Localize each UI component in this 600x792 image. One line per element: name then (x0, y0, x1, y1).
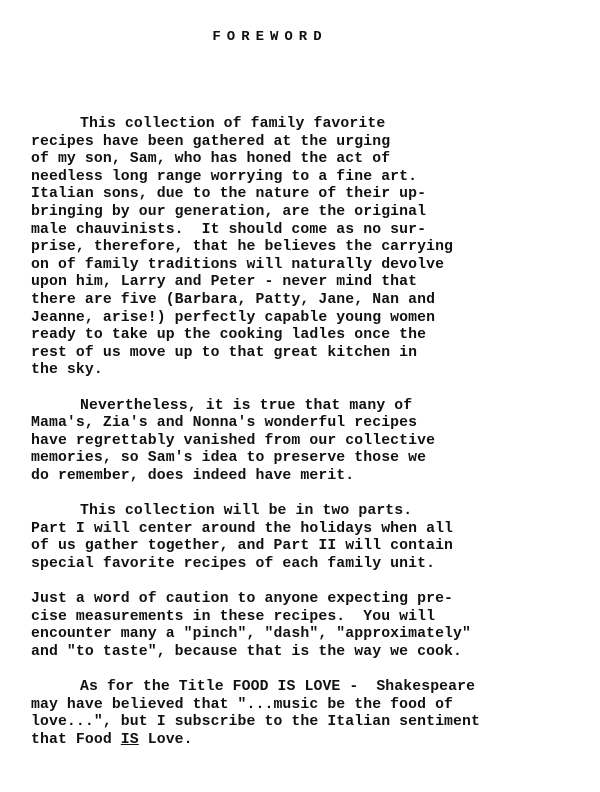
paragraph-2 (31, 398, 591, 486)
paragraph-4 (31, 591, 591, 661)
text-line: and "to taste", because that is the way we cook. (31, 643, 463, 660)
text-line: encounter many a "pinch", "dash", "approximately" (31, 626, 471, 643)
text-line: bringing by our generation, are the original (31, 203, 427, 220)
text-line: special favorite recipes of each family unit. (31, 555, 436, 572)
text-line: rest of us move up to that great kitchen in (31, 344, 418, 361)
foreword-body (31, 116, 591, 767)
text-line: prise, therefore, that he believes the carrying (31, 239, 454, 256)
text-line: As for the Title FOOD IS LOVE - Shakespeare (80, 679, 476, 695)
text-line: Jeanne, arise!) perfectly capable young women (31, 309, 436, 326)
text-line: Italian sons, due to the nature of their up- (31, 186, 427, 203)
text-line: there are five (Barbara, Patty, Jane, Nan and (31, 291, 436, 308)
text-line: Nevertheless, it is true that many of (80, 397, 413, 414)
text-line: needless long range worrying to a fine art. (31, 168, 418, 185)
text-line: Mama's, Zia's and Nonna's wonderful recipes (31, 415, 418, 432)
page-title: FOREWORD (212, 29, 328, 45)
text-line-last (31, 732, 591, 750)
text-line: ready to take up the cooking ladles once the (31, 327, 427, 344)
text-fragment: Love. (138, 731, 193, 748)
paragraph-5 (31, 679, 591, 749)
text-line: of my son, Sam, who has honed the act of (31, 151, 391, 168)
text-line: cise measurements in these recipes. You will (31, 608, 436, 625)
paragraph-1 (31, 116, 591, 380)
text-line: on of family traditions will naturally devolve (31, 256, 445, 273)
text-fragment: that Food (31, 731, 121, 748)
text-line: of us gather together, and Part II will contain (31, 538, 454, 555)
text-line: This collection of family favorite (80, 116, 386, 132)
text-line: Part I will center around the holidays when all (31, 520, 454, 537)
underlined-emphasis: IS (120, 731, 139, 748)
text-line: male chauvinists. It should come as no sur- (31, 221, 427, 238)
text-line: upon him, Larry and Peter - never mind that (31, 274, 418, 291)
paragraph-3 (31, 503, 591, 573)
text-line: the sky. (31, 362, 103, 379)
text-line: may have believed that "...music be the food of (31, 696, 454, 713)
text-line: memories, so Sam's idea to preserve those we (31, 450, 427, 467)
text-line: have regrettably vanished from our collective (31, 432, 436, 449)
text-line: recipes have been gathered at the urging (31, 133, 391, 150)
text-line: do remember, does indeed have merit. (31, 467, 355, 484)
text-line: Just a word of caution to anyone expecting pre- (31, 591, 454, 608)
text-line: This collection will be in two parts. (80, 503, 413, 520)
text-line: love...", but I subscribe to the Italian sentiment (31, 714, 480, 731)
